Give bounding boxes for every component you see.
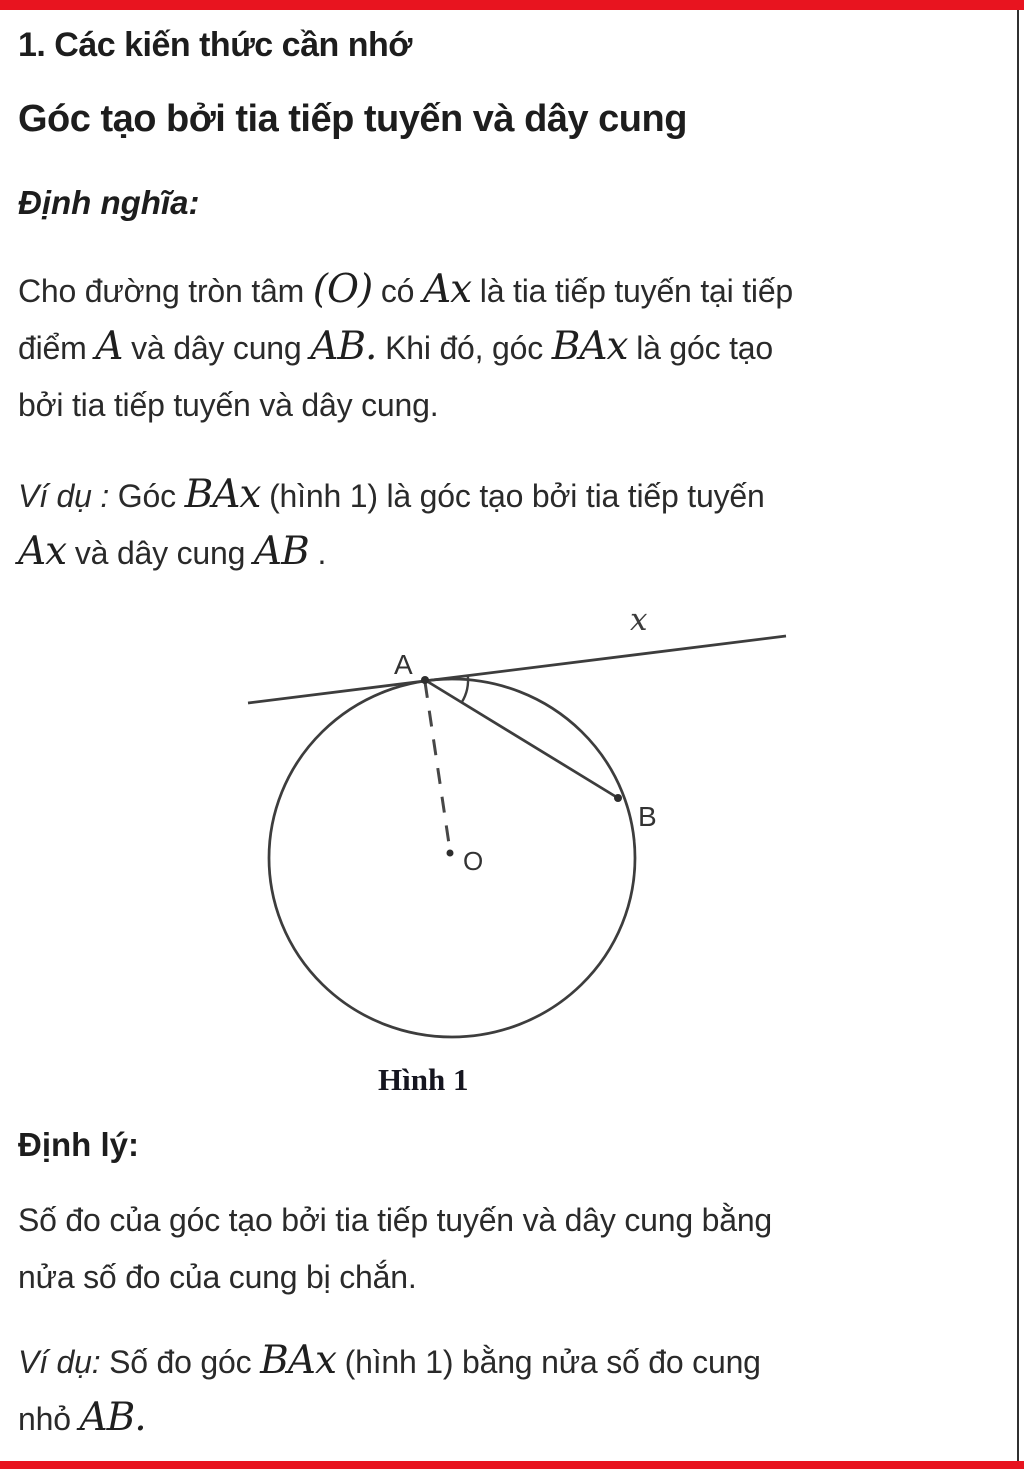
- tangent-ray-label: x: [630, 602, 648, 638]
- text-run: có: [372, 273, 423, 309]
- text-run: nhỏ: [18, 1401, 80, 1437]
- text-run: Số đo góc: [109, 1344, 261, 1380]
- text-run: và dây cung: [66, 535, 254, 571]
- math-run: Ax: [422, 267, 472, 312]
- text-line: [18, 468, 1013, 525]
- point-b-dot: [614, 794, 622, 802]
- text-line: [18, 1334, 1013, 1391]
- text-run: Góc: [117, 478, 185, 514]
- center-o-label: O: [463, 846, 484, 876]
- text-line: [18, 525, 1013, 582]
- topic-heading: Góc tạo bởi tia tiếp tuyến và dây cung: [18, 98, 687, 140]
- text-line: [18, 1192, 1013, 1249]
- text-run: Khi đó, góc: [376, 330, 552, 366]
- text-run: nửa số đo của cung bị chắn.: [18, 1259, 417, 1295]
- text-run: (hình 1) là góc tạo bởi tia tiếp tuyến: [260, 478, 765, 514]
- figure-caption: Hình 1: [378, 1062, 469, 1097]
- section-heading: 1. Các kiến thức cần nhớ: [18, 26, 412, 64]
- top-red-bar: [0, 0, 1024, 10]
- math-run: AB.: [79, 1395, 146, 1440]
- italic-run: Ví dụ :: [18, 478, 118, 514]
- text-run: Cho đường tròn tâm: [18, 273, 313, 309]
- text-run: (hình 1) bằng nửa số đo cung: [335, 1344, 761, 1380]
- definition-label: Định nghĩa:: [18, 184, 200, 221]
- theorem-label: Định lý:: [18, 1126, 139, 1163]
- center-o-dot: [447, 850, 454, 857]
- text-run: điểm: [18, 330, 96, 366]
- math-run: A: [95, 324, 123, 369]
- math-run: AB.: [310, 324, 377, 369]
- example1-paragraph: [18, 468, 1013, 582]
- right-border-line: [1017, 0, 1019, 1469]
- tangent-chord-diagram: [178, 592, 858, 1117]
- italic-run: Ví dụ:: [18, 1344, 110, 1380]
- definition-paragraph: [18, 263, 1013, 434]
- text-run: bởi tia tiếp tuyến và dây cung.: [18, 387, 439, 423]
- math-run: Ax: [18, 529, 67, 574]
- text-line: [18, 1249, 1013, 1306]
- tangent-line: [248, 636, 786, 703]
- dashed-radius-ao: [425, 682, 449, 844]
- math-run: (O): [312, 267, 373, 312]
- example2-paragraph: [18, 1334, 1013, 1448]
- figure-1: [178, 592, 858, 1117]
- circle-o: [269, 679, 635, 1037]
- math-run: BAx: [260, 1338, 336, 1383]
- math-run: BAx: [551, 324, 628, 369]
- bottom-red-bar: [0, 1461, 1024, 1469]
- point-a-dot: [421, 676, 429, 684]
- text-run: và dây cung: [122, 330, 311, 366]
- text-run: .: [308, 535, 327, 571]
- point-b-label: B: [638, 801, 657, 832]
- text-line: [18, 263, 1013, 320]
- text-line: [18, 320, 1013, 377]
- math-run: BAx: [184, 472, 261, 517]
- text-line: [18, 377, 1013, 434]
- point-a-label: A: [394, 649, 413, 680]
- text-line: [18, 1391, 1013, 1448]
- text-run: Số đo của góc tạo bởi tia tiếp tuyến và dây cung bằng: [18, 1202, 773, 1238]
- theorem-paragraph: [18, 1192, 1013, 1306]
- math-run: AB: [253, 529, 309, 574]
- text-run: là góc tạo: [627, 330, 774, 366]
- text-run: là tia tiếp tuyến tại tiếp: [471, 273, 794, 309]
